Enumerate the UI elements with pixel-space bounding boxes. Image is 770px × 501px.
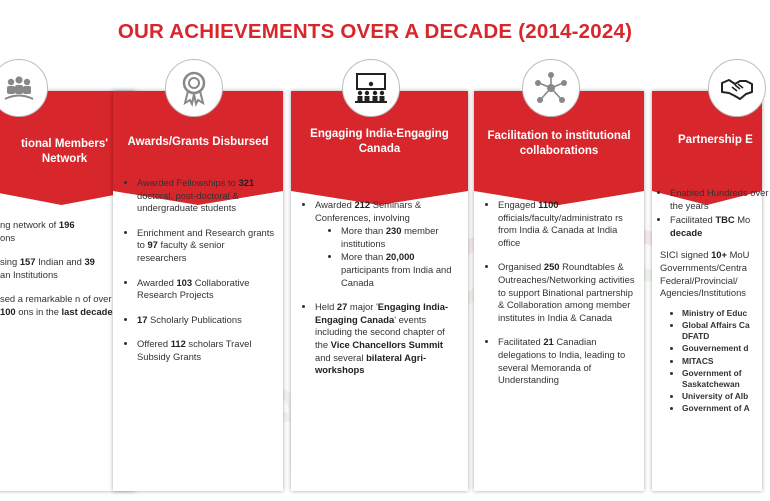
list-item: • Enabled Hundreds over the years <box>670 187 770 212</box>
card-heading: Engaging India-Engaging Canada <box>310 128 449 155</box>
list-item: • Facilitated TBC Mo decade <box>670 214 770 239</box>
card-body <box>291 199 468 491</box>
list-item: ng network of 196 ons <box>0 219 75 243</box>
list-item: • Offered 112 scholars Travel Subsidy Grants <box>137 338 275 363</box>
partner-item: • Government of A <box>682 403 770 414</box>
award-ribbon-icon <box>165 59 223 117</box>
card-institutional-collaborations <box>474 91 644 491</box>
partner-item: • Government of Saskatchewan <box>682 368 770 390</box>
card-awards-grants <box>113 91 283 491</box>
card-heading: tional Members' Network <box>20 138 109 165</box>
list-item: • Held 27 major 'Engaging India-Engaging Canada' events including the second chapter of the Vice Chancellors Summit and several bilateral Agri-workshops <box>315 301 460 377</box>
sub-list-item: • More than 20,000 participants from India and Canada <box>341 251 460 289</box>
list-item: • Engaged 1100 officials/faculty/administrato rs from India & Canada at India office <box>498 199 636 249</box>
list-item: • Facilitated 21 Canadian delegations to India, leading to several Memoranda of Understanding <box>498 336 636 386</box>
card-heading: Awards/Grants Disbursed <box>127 136 269 148</box>
card-body <box>652 187 770 491</box>
partner-item: • Global Affairs Ca DFATD <box>682 320 770 342</box>
partner-item: • Ministry of Educ <box>682 308 770 319</box>
list-item: • Enrichment and Research grants to 97 faculty & senior researchers <box>137 227 275 265</box>
list-item: • Awarded 212 Seminars & Conferences, involving • More than 230 member institutions • More than 20,000 participants from India and Canada <box>315 199 460 289</box>
page-title: OUR ACHIEVEMENTS OVER A DECADE (2014-2024) <box>117 20 633 43</box>
network-nodes-icon <box>522 59 580 117</box>
card-heading: Partnership E <box>678 134 753 146</box>
card-heading: Facilitation to institutional collaborations <box>487 130 631 157</box>
list-item: sing 157 Indian and 39 an Institutions <box>0 256 95 280</box>
list-item: • 17 Scholarly Publications <box>137 314 275 327</box>
list-item: • Awarded 103 Collaborative Research Projects <box>137 277 275 302</box>
presentation-audience-icon <box>342 59 400 117</box>
sub-list-item: • More than 230 member institutions <box>341 225 460 250</box>
list-item: • Awarded Fellowships to 321 doctoral, post-doctoral & undergraduate students <box>137 177 275 215</box>
list-item: • Organised 250 Roundtables & Outreaches/Networking activities to support Binational partnership & Collaboration among member institutes in India & Canada <box>498 261 636 324</box>
partner-item: • Gouvernement d <box>682 343 770 354</box>
partner-item: • University of Alb <box>682 391 770 402</box>
card-body <box>474 199 644 491</box>
card-engaging-india-canada <box>291 91 468 491</box>
mou-paragraph: SICI signed 10+ MoU Governments/Centra Federal/Provincial/ Agencies/Institutions <box>660 249 750 299</box>
card-body <box>113 177 283 491</box>
card-partnership <box>652 91 769 491</box>
list-item: sed a remarkable n of over 100 ons in the last decade <box>0 293 113 317</box>
handshake-icon <box>708 59 766 117</box>
partner-item: • MITACS <box>682 356 770 367</box>
